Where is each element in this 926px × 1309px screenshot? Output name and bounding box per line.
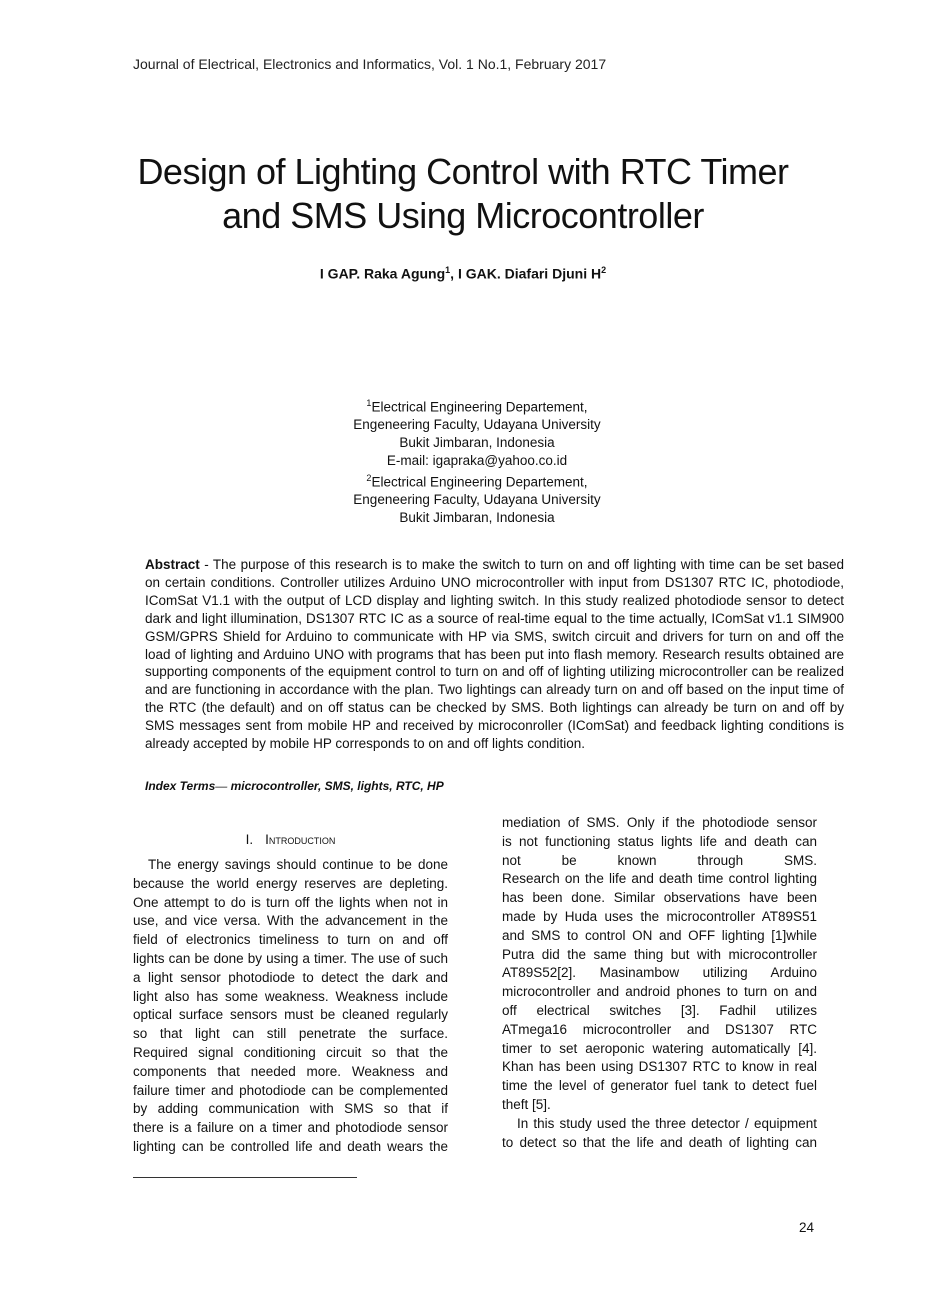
- affil-2-line-2: Engeneering Faculty, Udayana University: [353, 491, 601, 507]
- author-2: I GAK. Diafari Djuni H: [457, 265, 602, 282]
- text-line: use, and vice versa. With the advancement in the: [133, 913, 448, 929]
- text-line: failure timer and photodiode can be complemented: [133, 1082, 448, 1098]
- text-line: lighting can be controlled life and death wears the: [133, 1138, 448, 1154]
- author-separator: ,: [450, 265, 458, 282]
- column-left: [133, 856, 448, 1157]
- paper-title: [0, 150, 926, 238]
- abstract-label: Abstract: [145, 557, 200, 572]
- text-line: has been done. Similar observations have been: [502, 890, 817, 906]
- text-line: there is a failure on a timer and photodiode sensor: [133, 1120, 448, 1136]
- title-line-1: Design of Lighting Control with RTC Timer: [137, 151, 789, 192]
- text-line: made by Huda uses the microcontroller AT89S51: [502, 908, 817, 924]
- journal-header: Journal of Electrical, Electronics and Informatics, Vol. 1 No.1, February 2017: [133, 56, 607, 72]
- index-terms: [145, 779, 444, 793]
- text-line: One attempt to do is turn off the lights when not in: [133, 894, 448, 910]
- abstract-text: - The purpose of this research is to make the switch to turn on and off lighting with time can be set based on certain conditions. Controller utilizes Arduino UNO microcontroller with input from DS1307 RTC IC, photodiode, IComSat V1.1 with the output of LCD display and lighting switch. In this study realized photodiode sensor to detect dark and light illumination, DS1307 RTC IC as a source of real-time equal to the time actually, IComSat v1.1 SIM900 GSM/GPRS Shield for Arduino to communicate with HP via SMS, switch circuit and drivers for turn on and off the load of lighting and Arduino UNO with programs that has been put into flash memory. Research results obtained are supporting components of the equipment control to turn on and off of lighting utilizing microcontroller can be realized and are functioning in accordance with the plan. Two lightings can already turn on and off based on the input time of the RTC (the default) and on off status can be checked by SMS. Both lightings can already be turn on and off by SMS messages sent from mobile HP and received by microconroller (IComSat) and feedback lighting conditions is already accepted by mobile HP corresponds to on and off lights condition.: [145, 557, 844, 752]
- text-line: AT89S52[2]. Masinambow utilizing Arduino: [502, 965, 817, 981]
- text-line: not be known through SMS.: [502, 852, 817, 868]
- affil-1-sup: 1: [366, 398, 372, 408]
- affil-email: E-mail: igapraka@yahoo.co.id: [386, 452, 568, 468]
- author-2-sup: 2: [601, 265, 607, 275]
- affil-2-line-1: Electrical Engineering Departement,: [371, 474, 588, 490]
- affil-1-line-2: Engeneering Faculty, Udayana University: [353, 417, 601, 433]
- section-number: I.: [245, 832, 254, 847]
- text-line: field of electronics timeliness to turn on and off: [133, 932, 448, 948]
- affil-1-line-3: Bukit Jimbaran, Indonesia: [399, 435, 555, 451]
- section-title: Introduction: [265, 832, 336, 847]
- abstract: [145, 556, 844, 753]
- authors: [0, 265, 926, 282]
- text-line: Research on the life and death time control lighting: [502, 871, 817, 887]
- index-terms-label: Index Terms: [145, 779, 216, 793]
- text-line: optical surface sensors must be cleaned regularly: [133, 1007, 448, 1023]
- text-line: Putra did the same thing but with microcontroller: [502, 946, 817, 962]
- text-line: by adding communication with SMS so that if: [133, 1101, 448, 1117]
- index-terms-list: microcontroller, SMS, lights, RTC, HP: [227, 779, 444, 793]
- text-line: a light sensor photodiode to detect the dark and: [133, 969, 448, 985]
- text-line: lights can be done by using a timer. The use of such: [133, 950, 448, 966]
- page-number: 24: [799, 1220, 815, 1235]
- text-line: mediation of SMS. Only if the photodiode sensor: [502, 815, 817, 830]
- text-line: light also has some weakness. Weakness include: [133, 988, 448, 1004]
- index-terms-dash: —: [215, 779, 228, 793]
- author-1: I GAP. Raka Agung: [319, 265, 446, 282]
- text-line: Required signal conditioning circuit so that the: [133, 1044, 448, 1060]
- text-line: because the world energy reserves are depleting.: [133, 875, 448, 891]
- text-line: theft [5].: [502, 1096, 551, 1112]
- text-line: microcontroller and android phones to turn on and: [502, 984, 817, 1000]
- footnote-rule: [133, 1177, 357, 1178]
- affil-1-line-1: Electrical Engineering Departement,: [371, 399, 588, 415]
- text-line: so that light can still penetrate the surface.: [133, 1026, 448, 1042]
- text-line: components that needed more. Weakness and: [133, 1063, 448, 1079]
- text-line: to detect so that the life and death of lighting can: [502, 1134, 817, 1150]
- text-line: ATmega16 microcontroller and DS1307 RTC: [502, 1021, 817, 1037]
- affil-2-sup: 2: [366, 472, 372, 483]
- text-line: Khan has been using DS1307 RTC to know in real: [502, 1059, 817, 1075]
- text-line: In this study used the three detector / equipment: [517, 1115, 817, 1131]
- affiliations: [0, 395, 926, 527]
- title-line-2: and SMS Using Microcontroller: [222, 195, 704, 236]
- text-line: off electrical switches [3]. Fadhil utilizes: [502, 1002, 817, 1018]
- column-right: [502, 814, 817, 1152]
- text-line: is not functioning status lights life and death can: [502, 833, 817, 849]
- section-heading-introduction: [133, 832, 448, 847]
- text-line: and SMS to control ON and OFF lighting [1]while: [502, 927, 817, 943]
- text-line: The energy savings should continue to be done: [148, 857, 448, 872]
- affil-2-line-3: Bukit Jimbaran, Indonesia: [399, 509, 555, 525]
- text-line: timer to set aeroponic watering automatically [4].: [502, 1040, 817, 1056]
- author-1-sup: 1: [445, 265, 451, 275]
- text-line: time the level of generator fuel tank to detect fuel: [502, 1078, 817, 1094]
